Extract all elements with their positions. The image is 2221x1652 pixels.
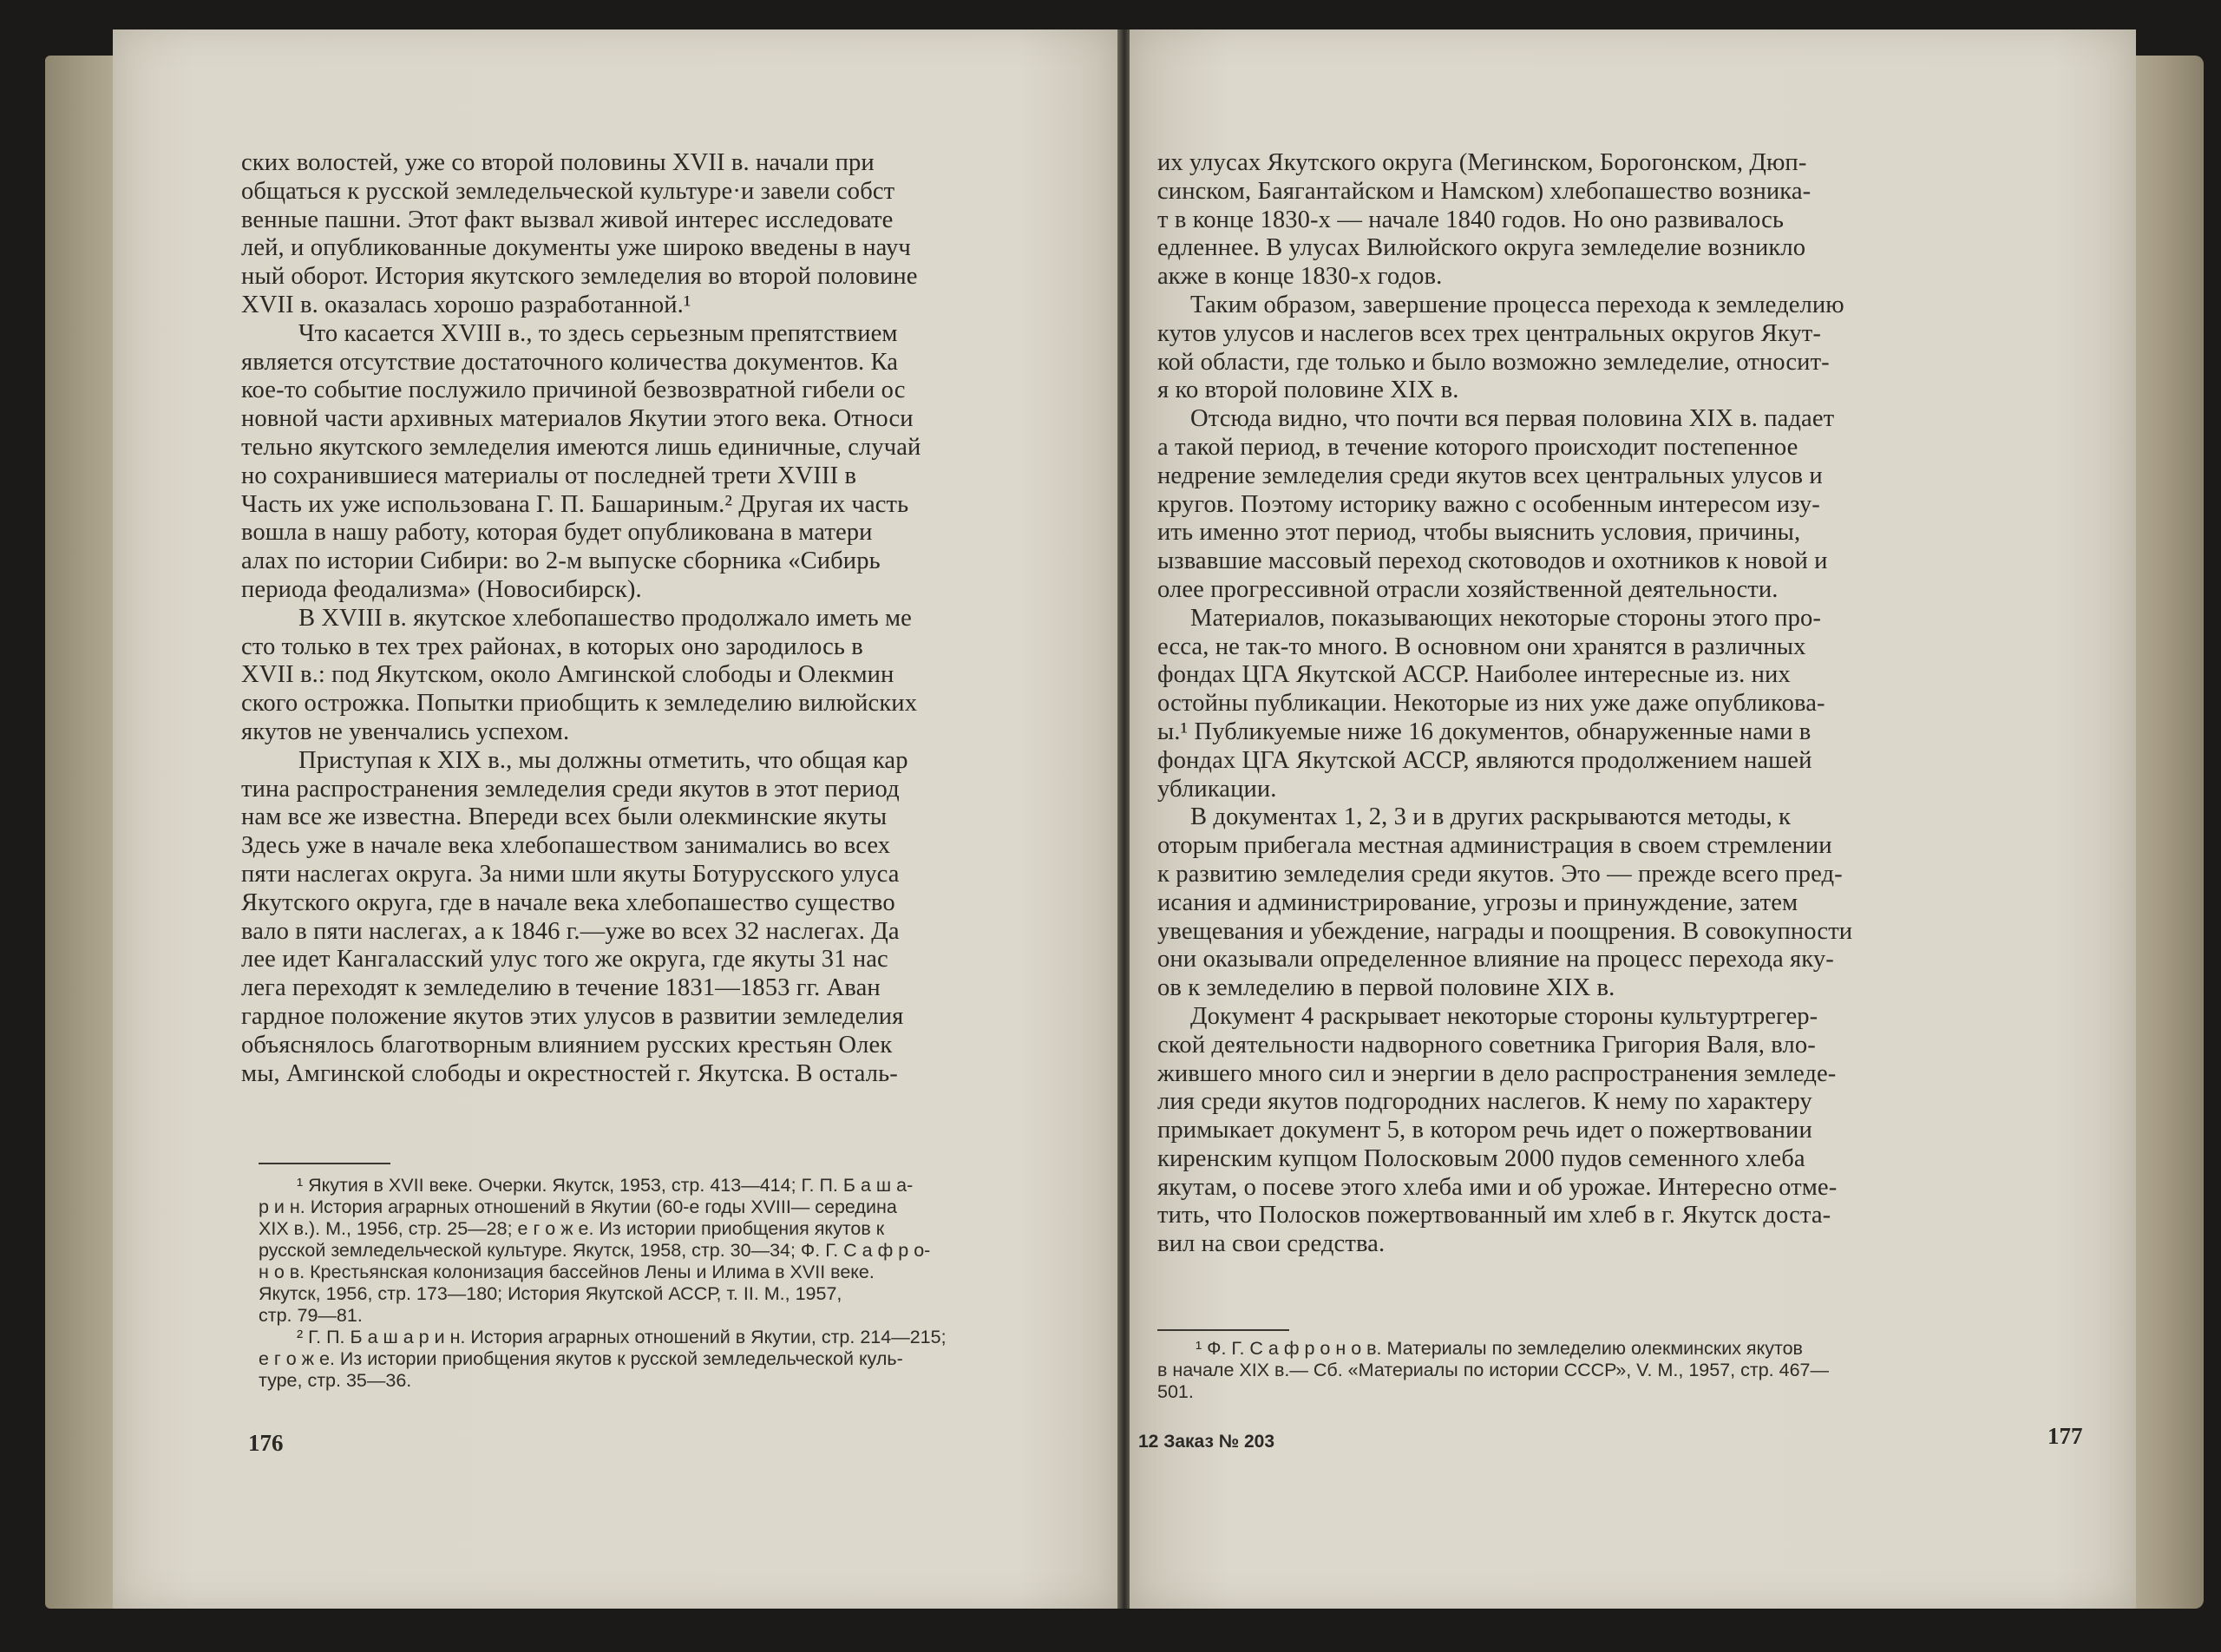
footnote-line: XIX в.). М., 1956, стр. 25—28; е г о ж е. Из истории приобщения якутов к — [259, 1218, 885, 1239]
text-line: лега переходят к земледелию в течение 1831—1853 гг. Аван — [241, 974, 881, 1002]
text-line: я ко второй половине XIX в. — [1157, 377, 1459, 404]
text-line: В документах 1, 2, 3 и в других раскрываются методы, к — [1190, 803, 1791, 831]
footnote-line: в начале XIX в.— Сб. «Материалы по истории СССР», V. М., 1957, стр. 467— — [1157, 1360, 1829, 1380]
footnote-line: н о в. Крестьянская колонизация бассейнов Лены и Илима в XVII веке. — [259, 1262, 875, 1282]
right-page — [1130, 30, 2136, 1609]
footnote-line: Якутск, 1956, стр. 173—180; История Якутской АССР, т. II. М., 1957, — [259, 1283, 842, 1304]
text-line: киренским купцом Полосковым 2000 пудов семенного хлеба — [1157, 1144, 1805, 1172]
text-line: лия среди якутов подгородних наслегов. К нему по характеру — [1157, 1088, 1812, 1116]
footnote-line: туре, стр. 35—36. — [259, 1370, 412, 1391]
text-line: ских волостей, уже со второй половины XVII в. начали при — [241, 149, 875, 176]
text-line: ный оборот. История якутского земледелия во второй половине — [241, 263, 918, 291]
text-line: недрение земледелия среди якутов всех центральных улусов и — [1157, 462, 1823, 489]
text-line: Документ 4 раскрывает некоторые стороны культуртрегер- — [1190, 1002, 1818, 1030]
text-line: новной части архивных материалов Якутии этого века. Относи — [241, 405, 914, 433]
page-number: 176 — [248, 1430, 284, 1456]
text-line: сто только в тех трех районах, в которых оно зародилось в — [241, 633, 863, 660]
footnote-rule — [259, 1163, 390, 1164]
text-line: объяснялось благотворным влиянием русских крестьян Олек — [241, 1031, 893, 1059]
text-line: ов к земледелию в первой половине XIX в. — [1157, 974, 1615, 1002]
text-line: общаться к русской земледельческой культуре·и завели собст — [241, 177, 895, 205]
text-line: В XVIII в. якутское хлебопашество продолжало иметь ме — [298, 604, 912, 632]
page-number: 177 — [2047, 1423, 2083, 1449]
text-line: Материалов, показывающих некоторые стороны этого про- — [1190, 604, 1822, 632]
text-line: Что касается XVIII в., то здесь серьезным препятствием — [298, 319, 898, 347]
text-line: они оказывали определенное влияние на процесс перехода яку- — [1157, 946, 1834, 974]
text-line: олее прогрессивной отрасли хозяйственной деятельности. — [1157, 575, 1779, 603]
text-line: Отсюда видно, что почти вся первая половина XIX в. падает — [1190, 405, 1835, 433]
text-line: оторым прибегала местная администрация в своем стремлении — [1157, 832, 1832, 860]
text-line: фондах ЦГА Якутской АССР, являются продолжением нашей — [1157, 746, 1812, 774]
text-line: якутам, о посеве этого хлеба ими и об урожае. Интересно отме- — [1157, 1173, 1838, 1201]
right-page-footnotes — [1157, 1338, 2025, 1403]
text-line: венные пашни. Этот факт вызвал живой интерес исследовате — [241, 206, 894, 233]
text-line: Якутского округа, где в начале века хлебопашество существо — [241, 888, 895, 916]
text-line: к развитию земледелия среди якутов. Это — прежде всего пред- — [1157, 860, 1843, 888]
text-line: но сохранившиеся материалы от последней трети XVIII в — [241, 462, 857, 489]
text-line: XVII в.: под Якутском, около Амгинской слободы и Олекмин — [241, 661, 894, 689]
text-line: их улусах Якутского округа (Мегинском, Борогонском, Дюп- — [1157, 149, 1807, 176]
text-line: Часть их уже использована Г. П. Башариным.² Другая их часть — [241, 490, 909, 518]
text-line: вил на свои средства. — [1157, 1230, 1386, 1258]
text-line: фондах ЦГА Якутской АССР. Наиболее интересные из. них — [1157, 661, 1791, 689]
footnote-rule — [1157, 1329, 1289, 1331]
text-line: является отсутствие достаточного количества документов. Ка — [241, 348, 899, 376]
text-line: ской деятельности надворного советника Григория Валя, вло- — [1157, 1031, 1816, 1059]
text-line: ызвавшие массовый переход скотоводов и охотников к новой и — [1157, 547, 1828, 575]
text-line: тить, что Полосков пожертвованный им хлеб в г. Якутск доста- — [1157, 1202, 1831, 1229]
text-line: тельно якутского земледелия имеются лишь единичные, случай — [241, 433, 921, 461]
text-line: гардное положение якутов этих улусов в развитии земледелия — [241, 1002, 904, 1030]
text-line: якутов не увенчались успехом. — [241, 718, 570, 745]
text-line: тина распространения земледелия среди якутов в этот период — [241, 775, 900, 803]
text-line: XVII в. оказалась хорошо разработанной.¹ — [241, 291, 691, 318]
text-line: периода феодализма» (Новосибирск). — [241, 575, 642, 603]
text-line: убликации. — [1157, 775, 1277, 803]
text-line: т в конце 1830-х — начале 1840 годов. Но оно развивалось — [1157, 206, 1785, 233]
text-line: вало в пяти наслегах, а к 1846 г.—уже во всех 32 наслегах. Да — [241, 917, 900, 945]
text-line: примыкает документ 5, в котором речь идет о пожертвовании — [1157, 1117, 1812, 1144]
text-line: ить именно этот период, чтобы выяснить условия, причины, — [1157, 519, 1801, 547]
text-line: исания и администрирование, угрозы и принуждение, затем — [1157, 888, 1798, 916]
footnote-line: р и н. История аграрных отношений в Якутии (60-е годы XVIII— середина — [259, 1196, 897, 1217]
footnote-line: стр. 79—81. — [259, 1305, 363, 1326]
right-page-body — [1157, 149, 2025, 1259]
text-line: лее идет Кангаласский улус того же округа, где якуты 31 нас — [241, 946, 888, 974]
text-line: алах по истории Сибири: во 2-м выпуске сборника «Сибирь — [241, 547, 881, 575]
text-line: вошла в нашу работу, которая будет опубликована в матери — [241, 519, 873, 547]
text-line: лей, и опубликованные документы уже широко введены в науч — [241, 234, 911, 262]
footnote-line: е г о ж е. Из истории приобщения якутов к русской земледельческой куль- — [259, 1348, 903, 1369]
text-line: акже в конце 1830-х годов. — [1157, 263, 1443, 291]
text-line: Приступая к XIX в., мы должны отметить, что общая кар — [298, 746, 908, 774]
text-line: мы, Амгинской слободы и окрестностей г. Якутска. В осталь- — [241, 1059, 898, 1087]
text-line: пяти наслегах округа. За ними шли якуты Ботурусского улуса — [241, 860, 900, 888]
printer-signature-mark: 12 Заказ № 203 — [1138, 1432, 1275, 1452]
text-line: а такой период, в течение которого происходит постепенное — [1157, 433, 1798, 461]
text-line: увещевания и убеждение, награды и поощрения. В совокупности — [1157, 917, 1853, 945]
text-line: кой области, где только и было возможно земледелие, относит- — [1157, 348, 1830, 376]
text-line: кутов улусов и наслегов всех трех центральных округов Якут- — [1157, 319, 1821, 347]
left-page-footnotes — [259, 1175, 1100, 1392]
footnote-line: 501. — [1157, 1381, 1194, 1402]
text-line: ы.¹ Публикуемые ниже 16 документов, обнаруженные нами в — [1157, 718, 1812, 745]
text-line: нам все же известна. Впереди всех были олекминские якуты — [241, 803, 888, 831]
left-page-body — [241, 149, 1100, 1088]
footnote-line: ¹ Ф. Г. С а ф р о н о в. Материалы по земледелию олекминских якутов — [1196, 1338, 1803, 1359]
text-line: едленнее. В улусах Вилюйского округа земледелие возникло — [1157, 234, 1806, 262]
text-line: есса, не так-то много. В основном они хранятся в различных — [1157, 633, 1806, 660]
footnote-line: русской земледельческой культуре. Якутск, 1958, стр. 30—34; Ф. Г. С а ф р о- — [259, 1240, 931, 1261]
text-line: синском, Баягантайском и Намском) хлебопашество возника- — [1157, 177, 1812, 205]
text-line: Таким образом, завершение процесса перехода к земледелию — [1190, 291, 1844, 318]
text-line: остойны публикации. Некоторые из них уже даже опубликова- — [1157, 690, 1825, 718]
open-book — [26, 21, 2195, 1635]
text-line: Здесь уже в начале века хлебопашеством занимались во всех — [241, 832, 891, 860]
footnote-line: ¹ Якутия в XVII веке. Очерки. Якутск, 1953, стр. 413—414; Г. П. Б а ш а- — [297, 1175, 914, 1196]
text-line: кругов. Поэтому историку важно с особенным интересом изу- — [1157, 490, 1820, 518]
text-line: ского острожка. Попытки приобщить к земледелию вилюйских — [241, 690, 918, 718]
left-page — [113, 30, 1119, 1609]
text-line: жившего много сил и энергии в дело распространения земледе- — [1157, 1059, 1837, 1087]
text-line: кое-то событие послужило причиной безвозвратной гибели ос — [241, 377, 906, 404]
footnote-line: ² Г. П. Б а ш а р и н. История аграрных отношений в Якутии, стр. 214—215; — [297, 1327, 947, 1347]
